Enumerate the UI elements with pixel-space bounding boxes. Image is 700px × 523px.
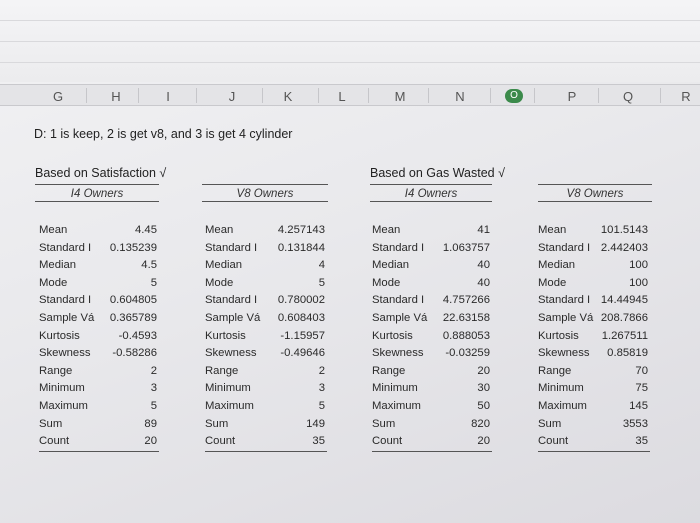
stat-label: Maximum (372, 399, 421, 412)
stat-value: 3 (318, 382, 325, 395)
stat-value: 0.608403 (277, 311, 325, 324)
table-row[interactable] (39, 416, 159, 434)
table-row[interactable] (205, 240, 327, 258)
table-row[interactable] (39, 433, 159, 451)
stat-value: 4.257143 (277, 224, 325, 236)
stat-label: Sum (372, 417, 396, 430)
table-row[interactable] (39, 222, 159, 240)
table-row[interactable] (538, 275, 650, 293)
stat-value: 70 (635, 364, 648, 377)
stat-label: Standard I (372, 241, 425, 254)
table-row[interactable] (205, 380, 327, 398)
stat-value: 101.5143 (600, 224, 648, 236)
stat-label: Minimum (372, 382, 418, 395)
table-row[interactable] (39, 310, 159, 328)
stat-value: 75 (635, 382, 648, 395)
stat-value: -0.58286 (112, 347, 157, 360)
stat-label: Range (39, 364, 73, 377)
table-row[interactable] (205, 416, 327, 434)
table-row[interactable] (372, 292, 492, 310)
table-row[interactable] (205, 275, 327, 293)
stat-value: 30 (477, 382, 490, 395)
stat-label: Sample Vá (39, 311, 95, 324)
stat-label: Skewness (538, 347, 590, 360)
table-row[interactable] (39, 398, 159, 416)
table-header-gas-i4[interactable]: I4 Owners (370, 184, 492, 202)
table-row[interactable] (372, 363, 492, 381)
table-row[interactable] (205, 345, 327, 363)
stat-label: Count (372, 435, 403, 448)
stat-value: 20 (144, 435, 157, 448)
stat-label: Count (39, 435, 70, 448)
stat-label: Mean (39, 224, 68, 236)
stat-label: Mode (372, 276, 401, 289)
stat-value: -0.4593 (118, 329, 157, 342)
table-row[interactable] (372, 222, 492, 240)
table-header-gas-v8[interactable]: V8 Owners (538, 184, 652, 202)
table-row[interactable] (538, 257, 650, 275)
table-row[interactable] (39, 363, 159, 381)
stat-label: Sum (39, 417, 63, 430)
stat-value: 22.63158 (442, 311, 490, 324)
table-row[interactable] (39, 380, 159, 398)
stat-value: 40 (477, 276, 490, 289)
table-row[interactable] (538, 328, 650, 346)
stat-label: Standard I (372, 294, 425, 307)
stat-value: 0.135239 (109, 241, 157, 254)
column-divider[interactable] (318, 88, 319, 103)
stat-value: -1.15957 (280, 329, 325, 342)
table-row[interactable] (205, 398, 327, 416)
stat-label: Mean (205, 224, 234, 236)
column-divider[interactable] (598, 88, 599, 103)
stat-value: 1.267511 (601, 329, 648, 342)
stat-label: Maximum (538, 399, 587, 412)
stats-table-satisfaction-v8 (205, 222, 327, 452)
table-row[interactable] (372, 433, 492, 451)
table-row[interactable] (39, 240, 159, 258)
table-header-satisfaction-i4[interactable]: I4 Owners (35, 184, 159, 202)
stat-label: Standard I (205, 241, 258, 254)
stat-label: Skewness (372, 347, 424, 360)
table-row[interactable] (538, 398, 650, 416)
stats-table-gas-i4 (372, 222, 492, 452)
table-row[interactable] (372, 257, 492, 275)
column-divider[interactable] (490, 88, 491, 103)
table-row[interactable] (372, 240, 492, 258)
stat-value: 0.604805 (109, 294, 157, 307)
stat-value: 4.757266 (442, 294, 490, 307)
table-row[interactable] (205, 433, 327, 451)
column-header-h[interactable]: H (111, 89, 121, 104)
stat-label: Minimum (205, 382, 251, 395)
group-title-satisfaction[interactable]: Based on Satisfaction √ (35, 166, 167, 180)
stat-label: Standard I (538, 241, 591, 254)
stat-label: Standard I (39, 294, 92, 307)
stat-label: Kurtosis (205, 329, 246, 342)
stat-value: 3 (150, 382, 157, 395)
table-row[interactable] (538, 416, 650, 434)
stat-label: Median (538, 259, 576, 272)
stat-label: Kurtosis (39, 329, 80, 342)
stat-label: Standard I (39, 241, 92, 254)
stat-value: 0.888053 (442, 329, 490, 342)
stat-label: Maximum (205, 399, 254, 412)
stat-value: 35 (635, 435, 648, 448)
column-divider[interactable] (368, 88, 369, 103)
column-header-q[interactable]: Q (622, 89, 634, 104)
column-divider[interactable] (86, 88, 87, 103)
stat-label: Sample Vá (538, 311, 594, 324)
stat-label: Kurtosis (372, 329, 413, 342)
stats-table-satisfaction-i4 (39, 222, 159, 452)
column-header-o[interactable]: O (505, 89, 523, 103)
stat-label: Minimum (39, 382, 85, 395)
table-row[interactable] (538, 363, 650, 381)
stat-value: 4 (318, 259, 325, 272)
stat-label: Skewness (39, 347, 91, 360)
stat-value: 820 (471, 417, 490, 430)
stat-value: 50 (477, 399, 490, 412)
column-header-j[interactable]: J (228, 89, 236, 104)
stat-label: Median (39, 259, 77, 272)
table-row[interactable] (205, 292, 327, 310)
stat-label: Sum (538, 417, 562, 430)
stat-label: Mean (538, 224, 567, 236)
stat-label: Range (538, 364, 572, 377)
column-header-k[interactable]: K (283, 89, 293, 104)
stat-value: 20 (477, 435, 490, 448)
stat-value: 35 (312, 435, 325, 448)
stat-value: -0.49646 (280, 347, 325, 360)
stat-value: -0.03259 (445, 347, 490, 360)
stat-label: Range (372, 364, 406, 377)
table-row[interactable] (205, 363, 327, 381)
column-divider[interactable] (138, 88, 139, 103)
column-divider[interactable] (660, 88, 661, 103)
table-row[interactable] (205, 222, 327, 240)
stat-value: 20 (477, 364, 490, 377)
stat-value: 5 (150, 399, 157, 412)
table-row[interactable] (538, 433, 650, 451)
stat-value: 14.44945 (600, 294, 648, 307)
table-row[interactable] (372, 345, 492, 363)
table-row[interactable] (372, 328, 492, 346)
stat-value: 100 (629, 259, 648, 272)
column-header-n[interactable]: N (455, 89, 465, 104)
column-header-i[interactable]: I (166, 89, 170, 104)
column-header-g[interactable]: G (52, 89, 64, 104)
column-divider[interactable] (428, 88, 429, 103)
column-divider[interactable] (534, 88, 535, 103)
stat-value: 1.063757 (442, 241, 490, 254)
table-row[interactable] (39, 292, 159, 310)
table-row[interactable] (538, 310, 650, 328)
stat-value: 4.45 (135, 224, 157, 236)
stat-value: 100 (629, 276, 648, 289)
table-row[interactable] (372, 398, 492, 416)
stat-label: Skewness (205, 347, 257, 360)
stat-value: 2 (150, 364, 157, 377)
table-row[interactable] (205, 328, 327, 346)
stat-value: 0.85819 (607, 347, 648, 360)
table-row[interactable] (372, 275, 492, 293)
stat-label: Range (205, 364, 239, 377)
table-header-satisfaction-v8[interactable]: V8 Owners (202, 184, 328, 202)
column-header-bar (0, 84, 700, 106)
stat-value: 208.7866 (600, 311, 648, 324)
table-row[interactable] (372, 380, 492, 398)
column-divider[interactable] (196, 88, 197, 103)
stat-label: Median (205, 259, 243, 272)
stat-label: Sample Vá (372, 311, 428, 324)
column-divider[interactable] (262, 88, 263, 103)
stat-value: 5 (318, 276, 325, 289)
stat-label: Kurtosis (538, 329, 579, 342)
column-header-p[interactable]: P (567, 89, 577, 104)
stat-label: Sum (205, 417, 229, 430)
stat-label: Minimum (538, 382, 584, 395)
description-note[interactable]: D: 1 is keep, 2 is get v8, and 3 is get 4 cylinder (34, 127, 293, 141)
stats-table-gas-v8 (538, 222, 650, 452)
stat-value: 2.442403 (600, 241, 648, 254)
table-row[interactable] (205, 310, 327, 328)
table-row[interactable] (538, 292, 650, 310)
stat-value: 149 (306, 417, 325, 430)
table-row[interactable] (538, 380, 650, 398)
table-row[interactable] (372, 416, 492, 434)
stat-label: Count (205, 435, 236, 448)
table-row[interactable] (372, 310, 492, 328)
column-header-l[interactable]: L (338, 89, 346, 104)
stat-value: 4.5 (141, 259, 157, 272)
stat-value: 40 (477, 259, 490, 272)
stat-value: 5 (318, 399, 325, 412)
stat-value: 0.365789 (109, 311, 157, 324)
stat-value: 3553 (622, 417, 648, 430)
table-row[interactable] (538, 222, 650, 240)
table-row[interactable] (538, 345, 650, 363)
stat-label: Mode (205, 276, 234, 289)
stat-label: Standard I (538, 294, 591, 307)
stat-label: Median (372, 259, 410, 272)
stat-label: Mode (39, 276, 68, 289)
stat-value: 0.131844 (277, 241, 325, 254)
stat-label: Sample Vá (205, 311, 261, 324)
table-row[interactable] (39, 257, 159, 275)
stat-value: 0.780002 (277, 294, 325, 307)
group-title-gas-wasted[interactable]: Based on Gas Wasted √ (370, 166, 505, 180)
stat-value: 89 (144, 417, 157, 430)
stat-label: Mode (538, 276, 567, 289)
stat-label: Standard I (205, 294, 258, 307)
stat-value: 2 (318, 364, 325, 377)
stat-value: 5 (150, 276, 157, 289)
stat-value: 41 (477, 224, 490, 236)
table-row[interactable] (538, 240, 650, 258)
column-header-m[interactable]: M (394, 89, 406, 104)
stat-value: 145 (629, 399, 648, 412)
column-header-r[interactable]: R (681, 89, 691, 104)
table-row[interactable] (39, 345, 159, 363)
stat-label: Count (538, 435, 569, 448)
table-row[interactable] (39, 275, 159, 293)
blank-rows-area (0, 0, 700, 82)
table-row[interactable] (205, 257, 327, 275)
table-row[interactable] (39, 328, 159, 346)
stat-label: Maximum (39, 399, 88, 412)
stat-label: Mean (372, 224, 401, 236)
